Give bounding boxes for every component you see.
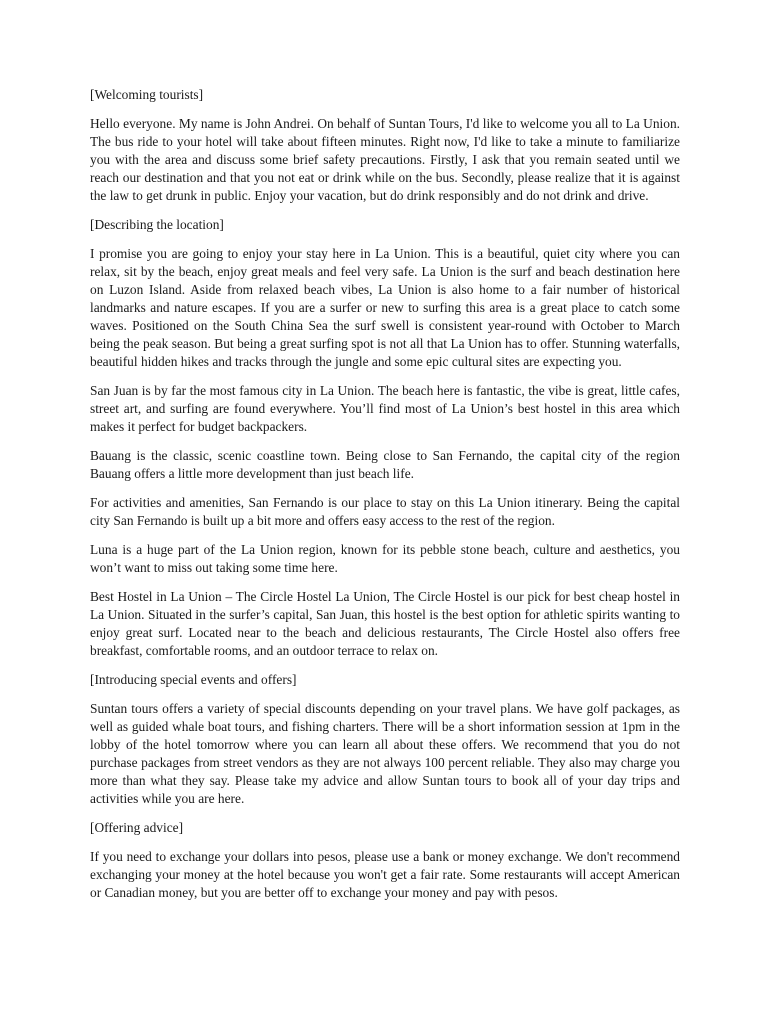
section-heading-welcoming: [Welcoming tourists] [90, 87, 204, 102]
paragraph-luna: Luna is a huge part of the La Union region, known for its pebble stone beach, culture and aesthetics, you won’t want to miss out taking some time here. [90, 542, 680, 575]
paragraph-san-fernando: For activities and amenities, San Fernando is our place to stay on this La Union itinerary. Being the capital city San Fernando is built up a bit more and offers easy access to the rest of the region. [90, 495, 680, 528]
paragraph-welcome: Hello everyone. My name is John Andrei. On behalf of Suntan Tours, I'd like to welcome you all to La Union. The bus ride to your hotel will take about fifteen minutes. Right now, I'd like to take a minute to familiarize you with the area and discuss some brief safety precautions. Firstly, I ask that you remain seated until we reach our destination and that you not eat or drink while on the bus. Secondly, please realize that it is against the law to get drunk in public. Enjoy your vacation, but do drink responsibly and do not drink and drive. [90, 116, 680, 203]
paragraph-san-juan: San Juan is by far the most famous city in La Union. The beach here is fantastic, the vibe is great, little cafes, street art, and surfing are found everywhere. You’ll find most of La Union’s best hostel in this area which makes it perfect for budget backpackers. [90, 383, 680, 434]
paragraph-la-union-intro: I promise you are going to enjoy your stay here in La Union. This is a beautiful, quiet city where you can relax, sit by the beach, enjoy great meals and feel very safe. La Union is the surf and beach destination here on Luzon Island. Aside from relaxed beach vibes, La Union is also home to a fair number of historical landmarks and nature escapes. If you are a surfer or new to surfing this area is a great place to catch some waves. Positioned on the South China Sea the surf swell is consistent year-round with October to March being the peak season. But being a great surfing spot is not all that La Union has to offer. Stunning waterfalls, beautiful hidden hikes and tracks through the jungle and some epic cultural sites are expecting you. [90, 246, 680, 369]
section-heading-advice: [Offering advice] [90, 820, 184, 835]
section-heading-offers: [Introducing special events and offers] [90, 672, 297, 687]
paragraph-special-offers: Suntan tours offers a variety of special discounts depending on your travel plans. We have golf packages, as well as guided whale boat tours, and fishing charters. There will be a short information session at 1pm in the lobby of the hotel tomorrow where you can learn all about these offers. We recommend that you do not purchase packages from street vendors as they are not always 100 percent reliable. They also may charge you more than what they say. Please take my advice and allow Suntan tours to book all of your day trips and activities while you are here. [90, 701, 680, 806]
paragraph-money-advice: If you need to exchange your dollars into pesos, please use a bank or money exchange. We don't recommend exchanging your money at the hotel because you won't get a fair rate. Some restaurants will accept American or Canadian money, but you are better off to exchange your money and pay with pesos. [90, 849, 680, 900]
paragraph-bauang: Bauang is the classic, scenic coastline town. Being close to San Fernando, the capital city of the region Bauang offers a little more development than just beach life. [90, 448, 680, 481]
paragraph-best-hostel: Best Hostel in La Union – The Circle Hostel La Union, The Circle Hostel is our pick for best cheap hostel in La Union. Situated in the surfer’s capital, San Juan, this hostel is the best option for athletic spirits wanting to enjoy great surf. Located near to the beach and delicious restaurants, The Circle Hostel also offers free breakfast, comfortable rooms, and an outdoor terrace to relax on. [90, 589, 680, 658]
section-heading-location: [Describing the location] [90, 217, 224, 232]
document-page [90, 86, 680, 913]
